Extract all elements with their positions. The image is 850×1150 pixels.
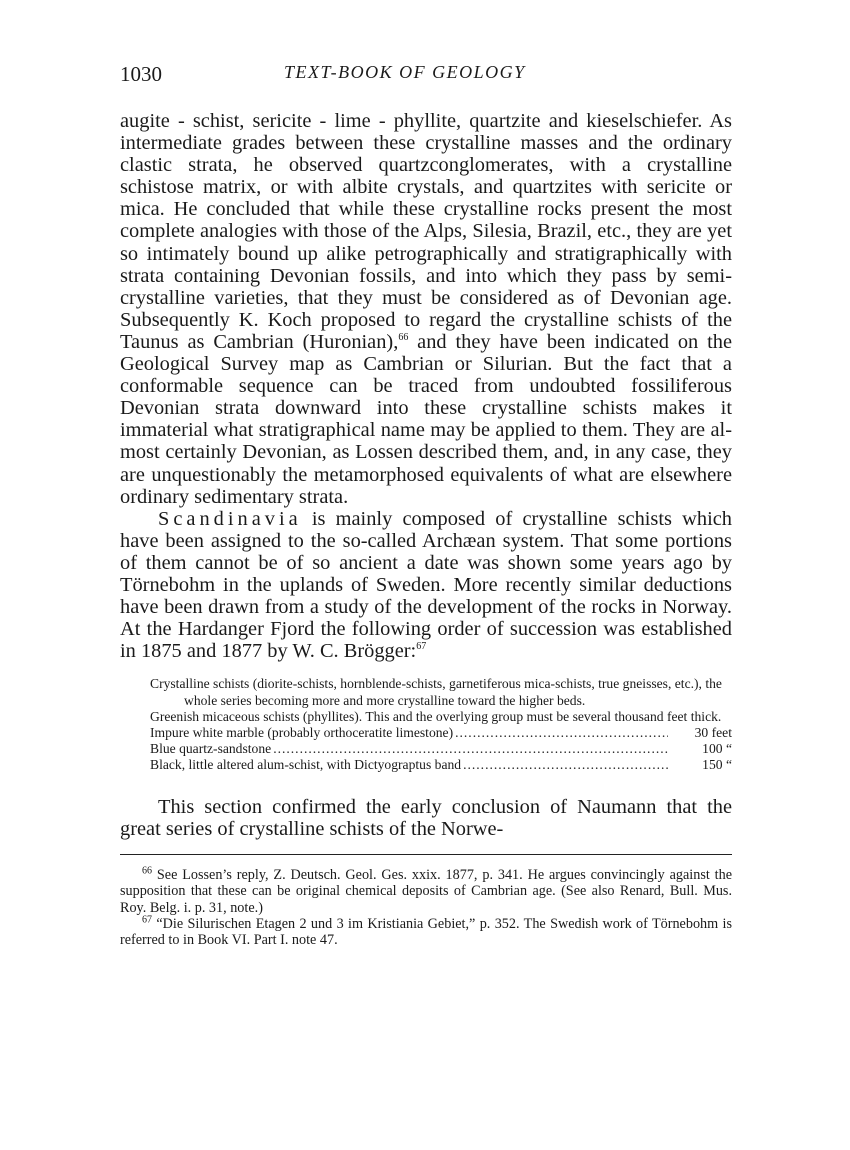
book-page bbox=[120, 58, 732, 949]
main-text bbox=[120, 110, 732, 662]
succession-row bbox=[150, 741, 732, 757]
footnotes bbox=[120, 867, 732, 949]
succession-label: Blue quartz-sandstone bbox=[150, 741, 272, 757]
succession-thickness: 100 “ bbox=[702, 741, 732, 757]
page-header bbox=[120, 58, 732, 90]
footnote-ref-67: 67 bbox=[416, 641, 427, 653]
footnote-number: 67 bbox=[142, 914, 152, 926]
succession-entry: Crystalline schists (diorite-schists, hornblende-schists, garnetiferous mica-schists, true gneisses, etc.), the whole series becoming more and more crystalline toward the higher beds. bbox=[150, 676, 722, 708]
succession-thickness: 150 “ bbox=[702, 757, 732, 773]
paragraph-text-cont: and they have been indicated on the Geological Survey map as Cambrian or Silurian. But the fact that a conformable sequence can be traced from undoubted fossiliferous Devonian strata downward into these crystalline schists makes it immaterial what stratigraphical name may be applied to them. They are almost certainly Devonian, as Lossen described them, and, in any case, they are unquestionably the metamorphosed equivalents of what are elsewhere ordinary sedimentary strata. bbox=[120, 330, 732, 508]
succession-label: Black, little altered alum-schist, with Dictyograptus band bbox=[150, 757, 462, 773]
dot-leader bbox=[455, 725, 668, 741]
paragraph-taunus bbox=[120, 110, 732, 508]
footnote-text: “Die Silurischen Etagen 2 und 3 im Kristiania Gebiet,” p. 352. The Swedish work of Törnebohm is referred to in Book VI. Part I. note 47. bbox=[120, 915, 732, 949]
footnote-number: 66 bbox=[142, 865, 152, 877]
paragraph-naumann: This section confirmed the early conclusion of Naumann that the great series of crystalline schists of the Norwe- bbox=[120, 795, 732, 840]
paragraph-text: is mainly composed of crystalline schists which have been assigned to the so-called Archæan system. That some portions of them cannot be of so ancient a date was shown some years ago by Törnebohm in the uplands of Sweden. More recently similar deductions have been drawn from a study of the development of the rocks in Norway. At the Hardanger Fjord the following order of succession was established in 1875 and 1877 by W. C. Brögger: bbox=[120, 507, 732, 663]
succession-entry: Greenish micaceous schists (phyllites). This and the overlying group must be several thousand feet thick. bbox=[150, 708, 722, 724]
succession-label: Impure white marble (probably orthoceratite limestone) bbox=[150, 724, 454, 740]
continuation-paragraph bbox=[120, 796, 732, 840]
succession-row bbox=[150, 725, 732, 741]
succession-list bbox=[150, 676, 732, 773]
footnote-text: See Lossen’s reply, Z. Deutsch. Geol. Ges. xxix. 1877, p. 341. He argues convincingly against the supposition that these can be original chemical deposits of Cambrian age. (See also Renard, Bull. Mus. Roy. Belg. i. p. 31, note.) bbox=[120, 866, 732, 916]
footnote-divider bbox=[120, 854, 732, 855]
succession-thickness: 30 feet bbox=[694, 724, 732, 740]
paragraph-text: augite - schist, sericite - lime - phyllite, quartzite and kieselschiefer. As intermediate grades between these crystalline masses and the ordinary clastic strata, he observed quartzconglomerates, with a crystalline schistose matrix, or with albite crystals, and quartzites with sericite or mica. He concluded that while these crystalline rocks present the most complete analogies with those of the Alps, Silesia, Brazil, etc., they are yet so intimately bound up alike petrographically and stratigraphically with strata containing Devonian fossils, and into which they pass by semi-crystalline varieties, that they must be considered as of Devonian age. Subsequently K. Koch proposed to regard the crystalline schists of the Taunus as Cambrian (Huronian), bbox=[120, 110, 732, 353]
succession-row bbox=[150, 757, 732, 773]
dot-leader bbox=[463, 757, 668, 773]
paragraph-scandinavia bbox=[120, 508, 732, 663]
dot-leader bbox=[273, 741, 668, 757]
footnote-ref-66: 66 bbox=[398, 332, 409, 344]
footnote-67 bbox=[120, 916, 732, 949]
footnote-66 bbox=[120, 867, 732, 916]
running-title: TEXT-BOOK OF GEOLOGY bbox=[284, 62, 526, 82]
page-number: 1030 bbox=[120, 62, 162, 86]
spaced-heading-word: Scandinavia bbox=[158, 507, 302, 530]
